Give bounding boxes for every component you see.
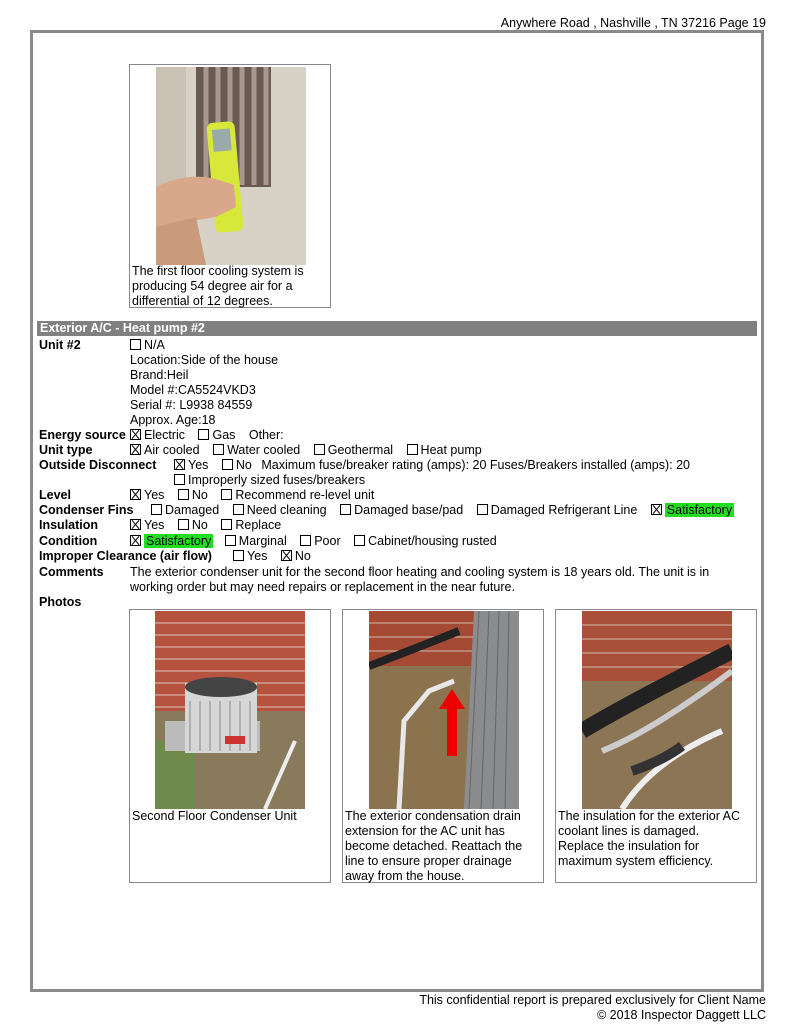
photo-box-1 xyxy=(129,609,331,883)
unit-brand: Brand:Heil xyxy=(130,368,189,382)
condition-poor-checkbox[interactable] xyxy=(300,535,311,546)
unit-age: Approx. Age:18 xyxy=(130,413,216,427)
disconnect-no-checkbox[interactable] xyxy=(222,459,233,470)
energy-source-row: Electric Gas Other: xyxy=(130,428,284,443)
photo-box-2 xyxy=(342,609,544,883)
improper-fuses-row: Improperly sized fuses/breakers xyxy=(174,473,365,488)
fins-base-checkbox[interactable] xyxy=(340,504,351,515)
unit-label: Unit #2 xyxy=(39,338,81,352)
unit-type-row: Air cooled Water cooled Geothermal Heat pump xyxy=(130,443,482,458)
level-yes-checkbox[interactable] xyxy=(130,489,141,500)
na-checkbox[interactable] xyxy=(130,339,141,350)
heat-pump-checkbox[interactable] xyxy=(407,444,418,455)
photo-box-3 xyxy=(555,609,757,883)
unit-model: Model #:CA5524VKD3 xyxy=(130,383,256,397)
geothermal-checkbox[interactable] xyxy=(314,444,325,455)
fins-damaged-checkbox[interactable] xyxy=(151,504,162,515)
energy-source-label: Energy source xyxy=(39,428,126,442)
outside-disconnect-row: Yes No Maximum fuse/breaker rating (amps): 20 Fuses/Breakers installed (amps): 20 xyxy=(174,458,690,473)
na-row: N/A xyxy=(130,338,165,353)
level-label: Level xyxy=(39,488,71,502)
clearance-no-checkbox[interactable] xyxy=(281,550,292,561)
condition-marginal-checkbox[interactable] xyxy=(225,535,236,546)
drain-extension-photo xyxy=(369,611,519,809)
insulation-replace-checkbox[interactable] xyxy=(221,519,232,530)
comments-line-1: The exterior condenser unit for the second floor heating and cooling system is 18 years old. The unit is in xyxy=(130,565,710,579)
unit-serial: Serial #: L9938 84559 xyxy=(130,398,253,412)
clearance-row: Yes No xyxy=(233,549,311,564)
top-photo-caption: The first floor cooling system is producing 54 degree air for a differential of 12 degrees. xyxy=(132,264,304,308)
condition-row: Satisfactory Marginal Poor Cabinet/housing rusted xyxy=(130,534,497,549)
insulation-row: Yes No Replace xyxy=(130,518,281,533)
water-cooled-checkbox[interactable] xyxy=(213,444,224,455)
improper-fuses-checkbox[interactable] xyxy=(174,474,185,485)
photo-2-caption: The exterior condensation drain extension for the AC unit has become detached. Reattach the line to ensure proper drainage away from the house. xyxy=(345,809,523,883)
condenser-unit-photo xyxy=(155,611,305,809)
relevel-checkbox[interactable] xyxy=(221,489,232,500)
thermometer-vent-photo xyxy=(156,67,306,265)
photo-3-caption: The insulation for the exterior AC coolant lines is damaged. Replace the insulation for maximum system efficiency. xyxy=(558,809,741,868)
unit-location: Location:Side of the house xyxy=(130,353,279,367)
fins-cleaning-checkbox[interactable] xyxy=(233,504,244,515)
outside-disconnect-label: Outside Disconnect xyxy=(39,458,157,472)
gas-checkbox[interactable] xyxy=(198,429,209,440)
photo-1-caption: Second Floor Condenser Unit xyxy=(132,809,297,823)
disconnect-yes-checkbox[interactable] xyxy=(174,459,185,470)
condition-label: Condition xyxy=(39,534,98,548)
photos-label: Photos xyxy=(39,595,82,609)
level-no-checkbox[interactable] xyxy=(178,489,189,500)
unit-type-label: Unit type xyxy=(39,443,93,457)
section-title: Exterior A/C - Heat pump #2 xyxy=(37,321,757,336)
condenser-fins-label: Condenser Fins xyxy=(39,503,134,517)
fins-refrigerant-checkbox[interactable] xyxy=(477,504,488,515)
clearance-yes-checkbox[interactable] xyxy=(233,550,244,561)
insulation-label: Insulation xyxy=(39,518,99,532)
coolant-line-insulation-photo xyxy=(582,611,732,809)
comments-label: Comments xyxy=(39,565,104,579)
insulation-yes-checkbox[interactable] xyxy=(130,519,141,530)
footer-line-1: This confidential report is prepared exclusively for Client Name xyxy=(419,993,766,1007)
page-header: Anywhere Road , Nashville , TN 37216 Page 19 xyxy=(500,16,766,30)
condenser-fins-row: Damaged Need cleaning Damaged base/pad Damaged Refrigerant Line Satisfactory xyxy=(151,503,734,518)
condition-rusted-checkbox[interactable] xyxy=(354,535,365,546)
top-photo-box xyxy=(129,64,331,308)
insulation-no-checkbox[interactable] xyxy=(178,519,189,530)
page-footer xyxy=(419,993,766,1023)
clearance-label: Improper Clearance (air flow) xyxy=(39,549,212,563)
footer-line-2: © 2018 Inspector Daggett LLC xyxy=(596,1008,766,1022)
condition-satisfactory-checkbox[interactable] xyxy=(130,535,141,546)
air-cooled-checkbox[interactable] xyxy=(130,444,141,455)
level-row: Yes No Recommend re-level unit xyxy=(130,488,374,503)
electric-checkbox[interactable] xyxy=(130,429,141,440)
comments-line-2: working order but may need repairs or replacement in the near future. xyxy=(130,580,515,594)
fins-satisfactory-checkbox[interactable] xyxy=(651,504,662,515)
